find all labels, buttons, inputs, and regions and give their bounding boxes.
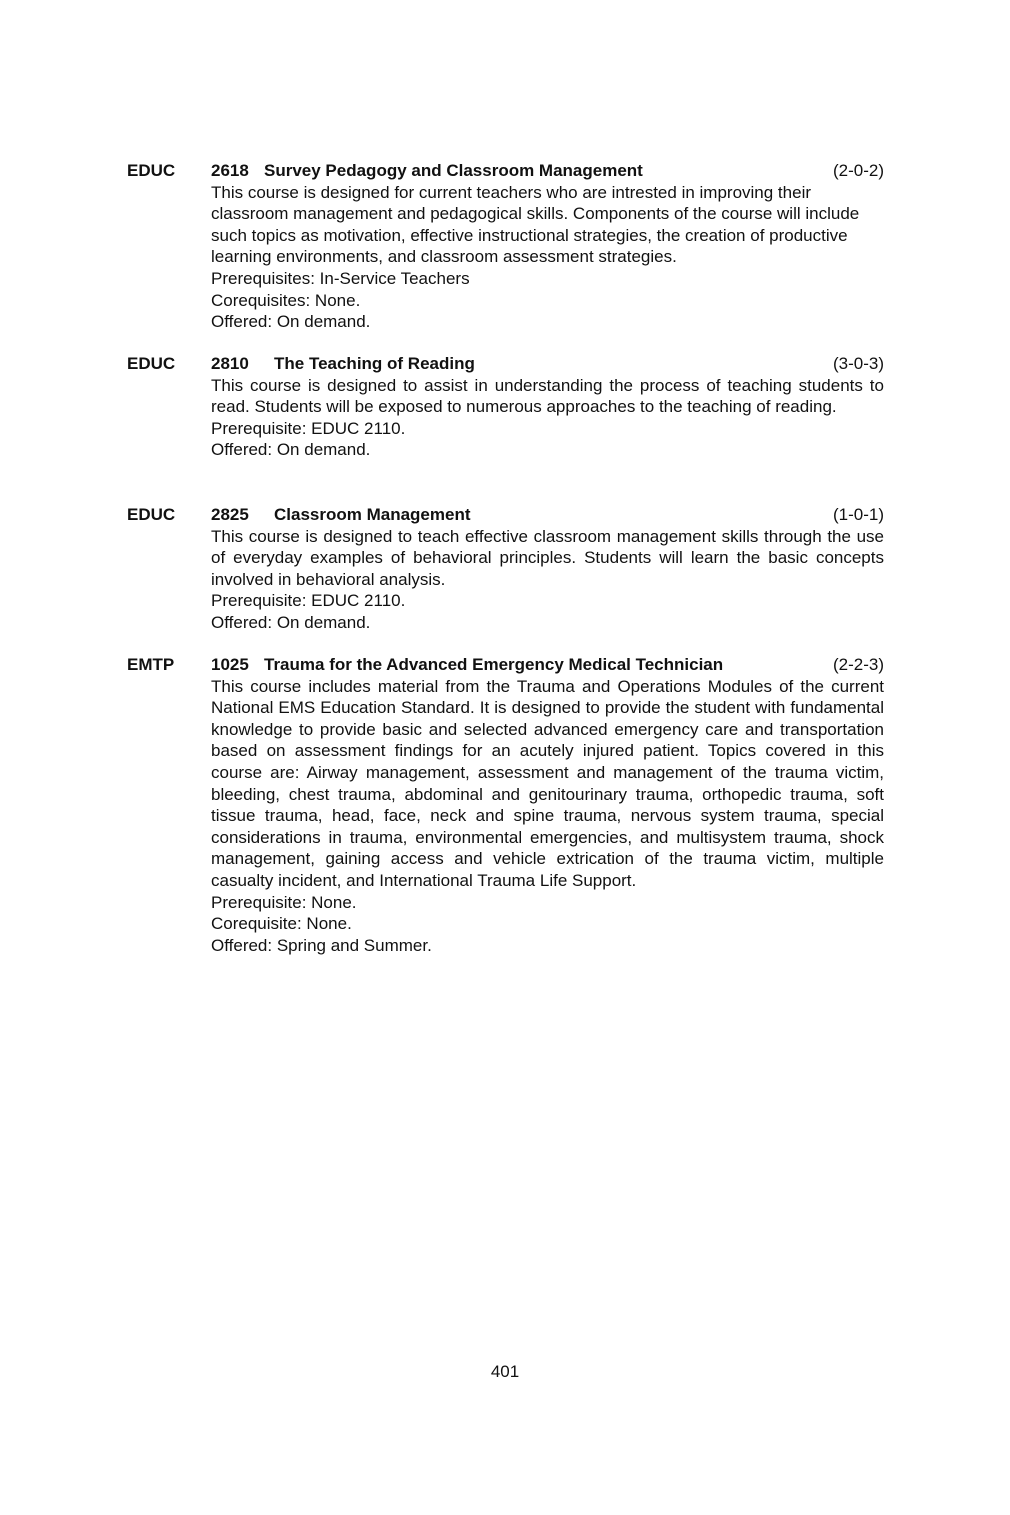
course-credits: (2-0-2) bbox=[832, 161, 884, 180]
course-body bbox=[211, 375, 884, 461]
course-number: 2810 bbox=[211, 354, 249, 373]
course-header bbox=[127, 160, 884, 182]
course-subject: EDUC bbox=[127, 354, 176, 373]
course-title: Survey Pedagogy and Classroom Management bbox=[264, 161, 643, 180]
course-offered: Offered: On demand. bbox=[211, 312, 371, 332]
course-prerequisites: Prerequisites: In-Service Teachers bbox=[211, 268, 470, 288]
course-title: Trauma for the Advanced Emergency Medical Technician bbox=[264, 655, 724, 674]
course-credits: (1-0-1) bbox=[832, 505, 884, 524]
course-subject: EMTP bbox=[127, 655, 175, 674]
course-description: This course is designed for current teachers who are intrested in improving their classroom management and pedagogical skills. Components of the course will include such topics as motivation, effective instructional strategies, the creation of productive learning environments, and classroom assessment strategies. bbox=[211, 182, 860, 267]
course-entry-educ-2810 bbox=[127, 353, 884, 461]
course-entry-educ-2825 bbox=[127, 504, 884, 634]
course-header bbox=[127, 504, 884, 526]
page-number: 401 bbox=[490, 1362, 520, 1381]
course-subject: EDUC bbox=[127, 505, 176, 524]
course-body bbox=[211, 182, 884, 333]
course-header bbox=[127, 353, 884, 375]
course-credits: (2-2-3) bbox=[832, 655, 884, 674]
course-corequisites: Corequisite: None. bbox=[211, 914, 352, 934]
course-offered: Offered: On demand. bbox=[211, 440, 371, 460]
course-corequisites: Corequisites: None. bbox=[211, 290, 361, 310]
course-description: This course is designed to teach effective classroom management skills through the use of everyday examples of behavioral principles. Students will learn the basic concepts involved in behavioral analysis. bbox=[211, 526, 884, 589]
course-description: This course is designed to assist in understanding the process of teaching students to read. Students will be exposed to numerous approaches to the teaching of reading. bbox=[211, 375, 884, 417]
course-number: 1025 bbox=[211, 655, 249, 674]
course-body bbox=[211, 526, 884, 634]
course-title: The Teaching of Reading bbox=[274, 354, 475, 373]
course-header bbox=[127, 654, 884, 676]
course-offered: Offered: On demand. bbox=[211, 612, 371, 632]
course-entry-educ-2618 bbox=[127, 160, 884, 333]
course-number: 2618 bbox=[211, 161, 249, 180]
course-credits: (3-0-3) bbox=[832, 354, 884, 373]
course-number: 2825 bbox=[211, 505, 249, 524]
course-prerequisites: Prerequisite: EDUC 2110. bbox=[211, 591, 406, 611]
course-offered: Offered: Spring and Summer. bbox=[211, 935, 432, 955]
course-title: Classroom Management bbox=[274, 505, 471, 524]
course-prerequisites: Prerequisite: EDUC 2110. bbox=[211, 418, 406, 438]
course-body bbox=[211, 676, 884, 957]
course-subject: EDUC bbox=[127, 161, 176, 180]
course-entry-emtp-1025 bbox=[127, 654, 884, 956]
course-description: This course includes material from the Trauma and Operations Modules of the current National EMS Education Standard. It is designed to provide the student with fundamental knowledge to provide basic and selected advanced emergency care and transportation based on assessment findings for an acutely injured patient. Topics covered in this course are: Airway management, assessment and management of the trauma victim, bleeding, chest trauma, abdominal and genitourinary trauma, orthopedic trauma, soft tissue trauma, head, face, neck and spine trauma, nervous system trauma, special considerations in trauma, environmental emergencies, and multisystem trauma, shock management, gaining access and vehicle extrication of the trauma victim, multiple casualty incident, and International Trauma Life Support. bbox=[211, 676, 884, 890]
course-prerequisites: Prerequisite: None. bbox=[211, 892, 357, 912]
